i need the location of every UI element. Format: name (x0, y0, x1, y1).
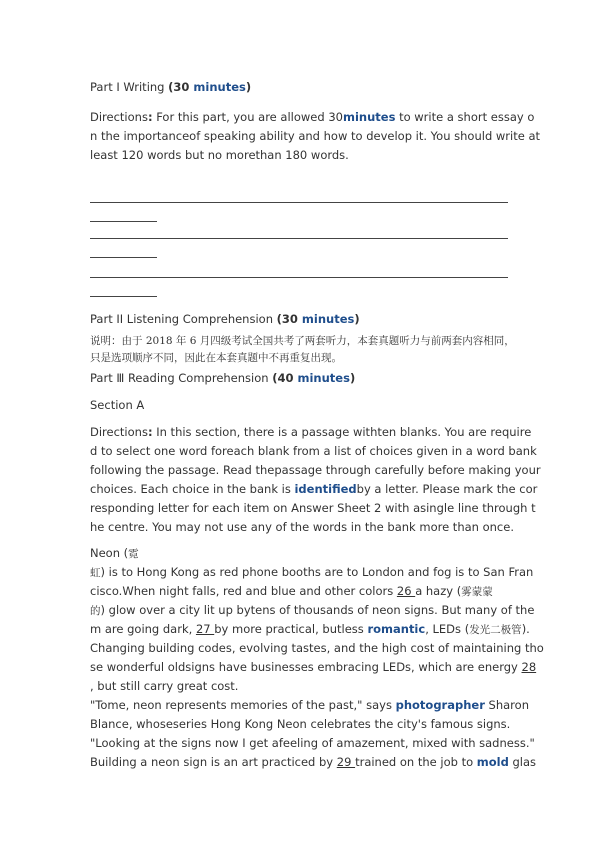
passage-line12: Building a neon sign is an art practiced by 29 trained on the job to mold glas (90, 755, 537, 769)
part2-note-line2: 只是选项顺序不同，因此在本套真题中不再重复出现。 (90, 352, 342, 364)
keyword-mold: mold (476, 755, 509, 769)
directions1-line2: n the importanceof speaking ability and how to develop it. You should write at (90, 129, 541, 143)
answer-line (90, 277, 508, 278)
part3-time: (40 minutes) (272, 371, 356, 385)
keyword-minutes: minutes (342, 110, 396, 124)
passage-line3: cisco.When night falls, red and blue and other colors 26 a hazy (雾蒙蒙 (90, 584, 493, 598)
answer-line (90, 221, 157, 222)
passage-line6: Changing building codes, evolving tastes, and the high cost of maintaining tho (90, 641, 544, 655)
blank-26: 26 (396, 584, 416, 598)
directions1-line3: least 120 words but no morethan 180 words. (90, 148, 349, 162)
blank-27: 27 (195, 622, 215, 636)
directions2-line1: Directions: In this section, there is a passage withten blanks. You are require (90, 425, 532, 439)
directions2-line6: he centre. You may not use any of the words in the bank more than once. (90, 520, 514, 534)
part1-time: (30 minutes) (168, 80, 252, 94)
keyword-photographer: photographer (395, 698, 485, 712)
passage-line10: Blance, whoseseries Hong Kong Neon celebrates the city's famous signs. (90, 717, 511, 731)
part2-time: (30 minutes) (276, 312, 360, 326)
answer-line (90, 238, 508, 239)
passage-line1: Neon (霓 (90, 546, 139, 560)
passage-line11: "Looking at the signs now I get afeeling of amazement, mixed with sadness." (90, 736, 535, 750)
part2-note-line1: 说明：由于 2018 年 6 月四级考试全国共考了两套听力，本套真题听力与前两套内容相同， (90, 335, 515, 347)
answer-line (90, 202, 508, 203)
passage-line4: 的) glow over a city lit up bytens of thousands of neon signs. But many of the (90, 603, 535, 617)
directions2-line5: responding letter for each item on Answer Sheet 2 with asingle line through t (90, 501, 536, 515)
passage-line2: 虹) is to Hong Kong as red phone booths are to London and fog is to San Fran (90, 565, 534, 579)
passage-line8: , but still carry great cost. (90, 679, 239, 693)
keyword-romantic: romantic (367, 622, 426, 636)
directions2-line2: d to select one word foreach blank from a list of choices given in a word bank (90, 444, 537, 458)
part1-heading (90, 79, 251, 95)
directions2-label: Directions (90, 425, 148, 439)
directions2-line4: choices. Each choice in the bank is identifiedby a letter. Please mark the cor (90, 482, 538, 496)
part3-title: Part Ⅲ Reading Comprehension (90, 371, 269, 385)
blank-29: 29 (336, 755, 356, 769)
answer-line (90, 296, 157, 297)
passage-line5: m are going dark, 27 by more practical, butless romantic, LEDs (发光二极管). (90, 622, 530, 636)
part3-heading (90, 370, 355, 386)
passage-line9: "Tome, neon represents memories of the past," says photographer Sharon (90, 698, 529, 712)
answer-line (90, 257, 157, 258)
passage-line7: se wonderful oldsigns have businesses embracing LEDs, which are energy 28 (90, 660, 537, 674)
directions1-line1: Directions: For this part, you are allowed 30minutes to write a short essay o (90, 110, 535, 124)
directions2-line3: following the passage. Read thepassage through carefully before making your (90, 463, 541, 477)
part1-title: Part I Writing (90, 80, 165, 94)
part2-title: Part II Listening Comprehension (90, 312, 273, 326)
directions1-label: Directions (90, 110, 148, 124)
keyword-identified: identified (294, 482, 357, 496)
blank-28: 28 (521, 660, 537, 674)
section-a-heading: Section A (90, 398, 145, 412)
part2-heading (90, 311, 360, 327)
